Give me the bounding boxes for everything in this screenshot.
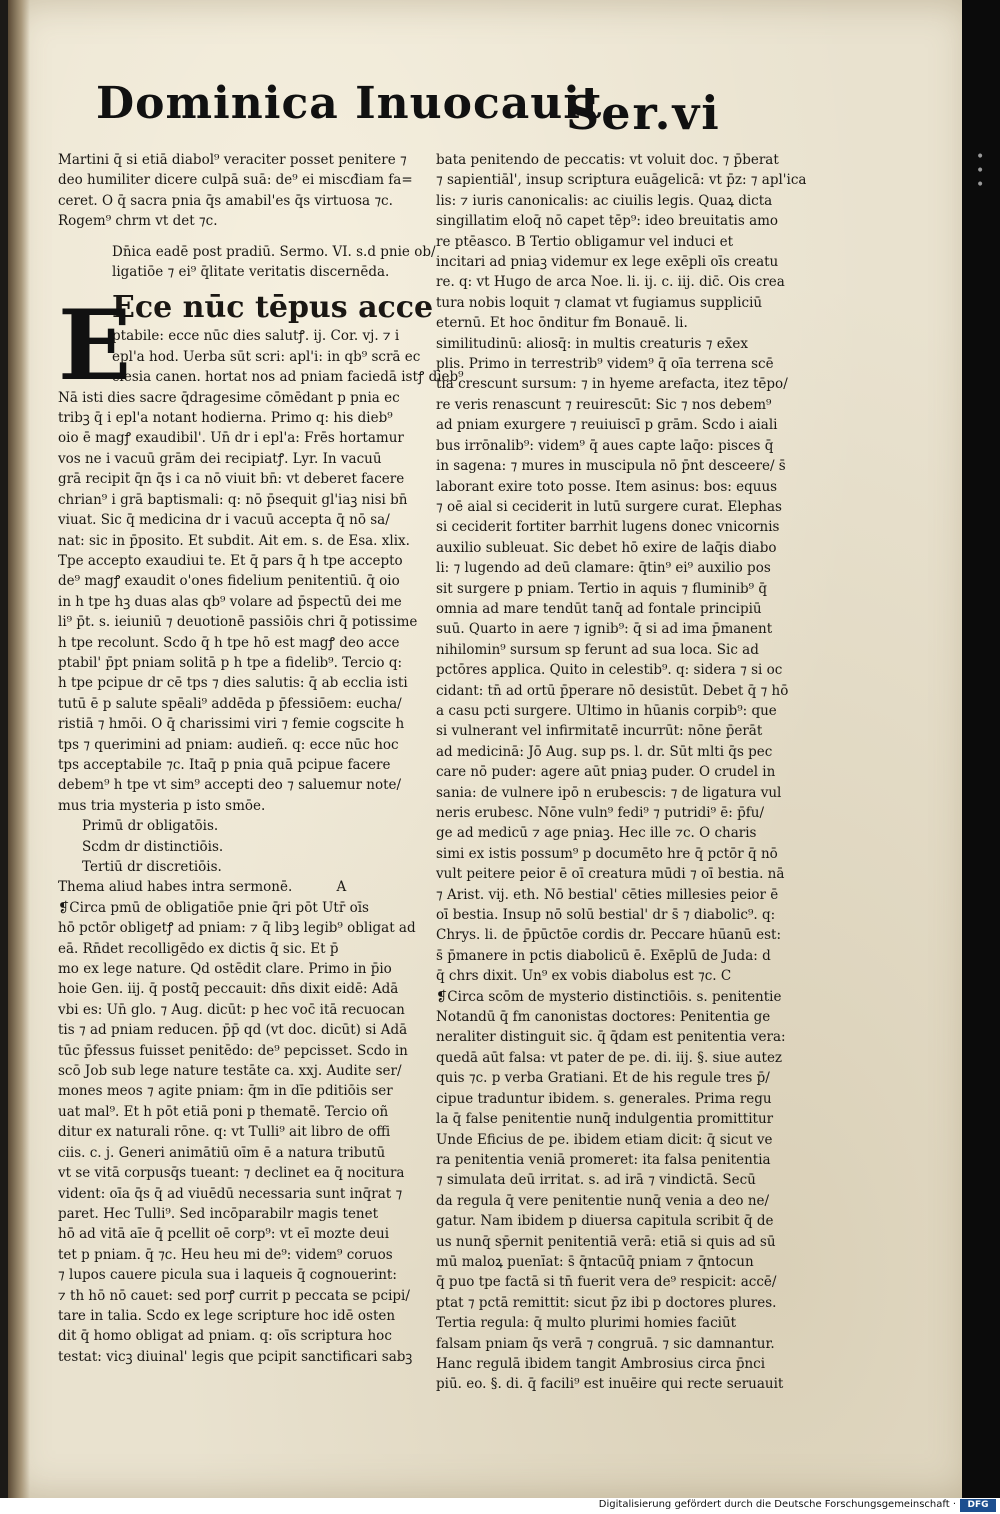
- binding-gutter: [8, 0, 30, 1498]
- text-line: mus tria mysteria p isto smōe.: [58, 797, 266, 814]
- text-line: ad pniam exurgere ⁊ reuiuiscī p grām. Scdo i aiali: [436, 417, 778, 434]
- text-line: gatur. Nam ibidem p diuersa capitula scribit q̄ de: [436, 1213, 774, 1230]
- text-line: singillatim eloq̄ nō capet tēp⁹: ideo breuitatis amo: [436, 213, 779, 230]
- text-line: piū. eo. §. di. q̄ facili⁹ est inuēire qui recte seruauit: [436, 1376, 784, 1393]
- text-line: lis: ⁊ iuris canonicalis: ac ciuilis legis. Quaꝝ dicta: [436, 192, 773, 209]
- text-line: ⁊ th hō nō cauet: sed porꝭ currit p peccata se pcipi/: [58, 1287, 410, 1304]
- text-line: viuat. Sic q̄ medicina dr i vacuū accepta q̄ nō sa/: [58, 512, 390, 529]
- text-line: vident: oīa q̄s q̄ ad viuēdū necessaria sunt inq̄rat ⁊: [58, 1185, 403, 1202]
- text-line: la q̄ false penitentie nunq̄ indulgentia promittitur: [436, 1111, 774, 1128]
- thema-text: Thema aliud habes intra sermonē.: [58, 879, 293, 896]
- text-line: q̄ chrs dixit. Un⁹ ex vobis diabolus est ⁊c. C: [436, 968, 732, 985]
- text-line: tps ⁊ querimini ad pniam: audieñ. q: ecce nūc hoc: [58, 736, 399, 753]
- text-line: Tertia regula: q̄ multo plurimi homies faciūt: [436, 1315, 737, 1332]
- text-line: re. q: vt Hugo de arca Noe. li. ij. c. iij. dic̄. Ois crea: [436, 274, 785, 291]
- text-line: re ptēasco. B Tertio obligamur vel induci et: [436, 233, 734, 250]
- dfg-logo: DFG: [960, 1499, 996, 1512]
- text-line: ⁊ simulata deū irritat. s. ad irā ⁊ vindictā. Secū: [436, 1172, 756, 1189]
- text-line: suū. Quarto in aere ⁊ ignib⁹: q̄ si ad ima p̄manent: [436, 621, 773, 638]
- text-line: ⁊ Arist. vij. eth. Nō bestial' cēties millesies peior ē: [436, 886, 779, 903]
- text-line: mones meos ⁊ agite pniam: q̄m in dīe pditiōis ser: [58, 1083, 393, 1100]
- text-line: bata penitendo de peccatis: vt voluit doc. ⁊ p̄berat: [436, 152, 779, 168]
- division-line: Primū dr obligatōis.: [82, 818, 219, 835]
- text-line: paret. Hec Tulli⁹. Sed incōparabilr magis tenet: [58, 1205, 379, 1222]
- text-line: de⁹ magꝭ exaudit o'ones fidelium penitentiū. q̄ oio: [58, 573, 400, 590]
- text-line: cipue traduntur ibidem. s. generales. Prima regu: [436, 1090, 772, 1107]
- text-line: incitari ad pniaꝫ videmur ex lege exēpli oīs creatu: [436, 254, 779, 271]
- text-line: care nō puder: agere aūt pniaꝫ puder. O crudel in: [436, 764, 776, 781]
- text-line: quis ⁊c. p verba Gratiani. Et de his regule tres p̄/: [436, 1070, 770, 1087]
- text-line: ditur ex naturali rōne. q: vt Tulli⁹ ait libro de offi: [58, 1124, 391, 1141]
- text-line: oio ē magꝭ exaudibil'. Un̄ dr i epl'a: Frēs hortamur: [58, 430, 404, 447]
- text-line: oī bestia. Insup nō solū bestial' dr s̄ ⁊ diabolic⁹. q:: [436, 907, 776, 924]
- rubric-line: ligatiōe ⁊ ei⁹ q̄litate veritatis discernēda.: [112, 264, 390, 281]
- text-line: similitudinū: aliosq̄: in multis creaturis ⁊ ex̄ex: [436, 335, 748, 352]
- text-line: h tpe recolunt. Scdo q̄ h tpe hō est magꝭ deo acce: [58, 634, 400, 651]
- text-line: ceret. O q̄ sacra pnia q̄s amabil'es q̄s virtuosa ⁊c.: [58, 192, 393, 209]
- text-line: tutū ē p salute spēali⁹ addēda p p̄fessiōem: eucha/: [58, 695, 402, 712]
- text-line: q̄ puo tpe factā si tn̄ fuerit vera de⁹ respicit: accē/: [436, 1274, 777, 1291]
- text-line: nihilomin⁹ sursum sp ferunt ad sua loca. Sic ad: [436, 641, 759, 658]
- division-line: Scdm dr distinctiōis.: [82, 838, 224, 855]
- text-line: Notandū q̄ fm canonistas doctores: Penitentia ge: [436, 1009, 771, 1026]
- text-line: hō ad vitā aīe q̄ pcellit oē corp⁹: vt eī mozte deui: [58, 1226, 390, 1243]
- text-line: laborant exire toto posse. Item asinus: bos: equus: [436, 478, 778, 495]
- text-line: tis ⁊ ad pniam reducen. p̄p̄ qd (vt doc. dicūt) si Adā: [58, 1022, 408, 1039]
- text-line: si vulnerant vel infirmitatē incurrūt: nōne p̄erāt: [436, 723, 763, 740]
- left-body-text: [58, 388, 428, 817]
- text-line: tura nobis loquit ⁊ clamat vt fugiamus suppliciū: [436, 294, 763, 311]
- text-line: da regula q̄ vere penitentie nunq̄ venia a deo ne/: [436, 1192, 770, 1209]
- text-line: omnia ad mare tendūt tanq̄ ad fontale principiū: [436, 600, 762, 617]
- text-line: bus irrōnalib⁹: videm⁹ q̄ aues capte laq̄o: pisces q̄: [436, 437, 774, 454]
- scan-edge: [962, 0, 1000, 1498]
- text-line: hoie Gen. iij. q̄ postq̄ peccauit: dn̄s dixit eidē: Adā: [58, 981, 399, 998]
- thema-mark: A: [336, 879, 347, 896]
- decorated-initial: E: [58, 289, 132, 403]
- text-line: Nā isti dies sacre q̄dragesime cōmēdant p pnia ec: [58, 389, 400, 406]
- text-line: h tpe pcipue dr cē tps ⁊ dies salutis: q̄ ab ecclia isti: [58, 675, 408, 692]
- text-line: ge ad medicū ⁊ age pniaꝫ. Hec ille ⁊c. O charis: [436, 825, 757, 842]
- text-line: tet p pniam. q̄ ⁊c. Heu heu mi de⁹: videm⁹ coruos: [58, 1246, 393, 1263]
- text-line: clesia canen. hortat nos ad pniam faciedā istꝭ dieb⁹: [112, 369, 464, 386]
- right-column: [436, 150, 808, 1395]
- text-line: grā recipit q̄n q̄s i ca nō viuit bn̄: vt deberet facere: [58, 471, 405, 488]
- text-line: li⁹ p̄t. s. ieiuniū ⁊ deuotionē passiōis chri q̄ potissime: [58, 614, 418, 631]
- division-line: Tertiū dr discretiōis.: [82, 859, 222, 875]
- text-line: vt se vitā corpusq̄s tueant: ⁊ declinet ea q̄ nocitura: [58, 1165, 405, 1182]
- funding-credit: Digitalisierung gefördert durch die Deutsche Forschungsgemeinschaft ·: [598, 1499, 956, 1510]
- text-line: Martini q̄ si etiā diabol⁹ veraciter posset penitere ⁊: [58, 152, 407, 168]
- text-line: auxilio subleuat. Sic debet hō exire de laq̄is diabo: [436, 539, 777, 556]
- margin-marks: • • •: [976, 149, 989, 193]
- left-closing-text: [58, 898, 428, 1367]
- text-line: sit surgere p pniam. Tertio in aquis ⁊ fluminib⁹ q̄: [436, 580, 768, 597]
- text-line: pctōres applica. Quito in celestib⁹. q: sidera ⁊ si oc: [436, 662, 783, 679]
- left-column: [58, 150, 464, 1367]
- text-line: ❡Circa scōm de mysterio distinctiōis. s. penitentie: [436, 988, 782, 1005]
- text-line: ristiā ⁊ hmōi. O q̄ charissimi viri ⁊ femie cogscite h: [58, 716, 405, 733]
- text-line: Unde Eficius de pe. ibidem etiam dicit: q̄ sicut ve: [436, 1131, 773, 1148]
- incipit-line: Ece nūc tēpus acce: [112, 290, 434, 326]
- text-line: mū maloꝝ puenīat: s̄ q̄ntacūq̄ pniam ⁊ q̄ntocun: [436, 1253, 754, 1270]
- text-line: cidant: tn̄ ad ortū p̄perare nō desistūt. Debet q̄ ⁊ hō: [436, 682, 789, 699]
- text-line: ptat ⁊ pctā remittit: sicut p̄z ibi p doctores plures.: [436, 1294, 777, 1311]
- text-line: a casu pcti surgere. Ultimo in hūanis corpib⁹: que: [436, 702, 777, 719]
- text-line: vult peitere peior ē oī creatura mūdi ⁊ oī bestia. nā: [436, 866, 785, 883]
- text-line: mo ex lege nature. Qd ostēdit clare. Primo in p̄io: [58, 961, 392, 978]
- text-line: tare in talia. Scdo ex lege scripture hoc idē osten: [58, 1307, 396, 1324]
- text-line: ptabile: ecce nūc dies salutꝭ. ij. Cor. vj. ⁊ i: [112, 328, 400, 345]
- running-head-right: Ser.vi: [566, 86, 721, 140]
- text-line: tribꝫ q̄ i epl'a notant hodierna. Primo q: his dieb⁹: [58, 410, 393, 427]
- text-line: nat: sic in p̄posito. Et subdit. Ait em. s. de Esa. xlix.: [58, 532, 410, 549]
- text-line: eternū. Et hoc ōnditur fm Bonauē. li.: [436, 315, 688, 332]
- text-line: ciis. c. j. Generi animātiū oīm ē a natura tributū: [58, 1144, 386, 1161]
- text-line: ra penitentia veniā promeret: ita falsa penitentia: [436, 1151, 771, 1168]
- book-page: [8, 0, 972, 1498]
- text-line: hō pctōr obligetꝭ ad pniam: ⁊ q̄ libꝫ legib⁹ obligat ad: [58, 920, 416, 937]
- text-line: simi ex istis possum⁹ p documēto hre q̄ pctōr q̄ nō: [436, 845, 778, 862]
- text-line: us nunq̄ sp̄ernit penitentiā verā: etiā si quis ad sū: [436, 1233, 776, 1250]
- text-line: vbi es: Un̄ glo. ⁊ Aug. dicūt: p hec voc̄ itā recuocan: [58, 1001, 405, 1018]
- text-line: dit q̄ homo obligat ad pniam. q: oīs scriptura hoc: [58, 1328, 392, 1345]
- text-line: sania: de vulnere ipō n erubescis: ⁊ de ligatura vul: [436, 784, 782, 801]
- right-body-text: [436, 150, 808, 1395]
- text-line: vos ne i vacuū grām dei recipiatꝭ. Lyr. In vacuū: [58, 450, 382, 467]
- text-line: debem⁹ h tpe vt sim⁹ accepti deo ⁊ saluemur note/: [58, 777, 402, 794]
- text-line: ⁊ sapientiāl', insup scriptura euāgelicā: vt p̄z: ⁊ apl'ica: [436, 172, 807, 189]
- text-line: deo humiliter dicere culpā suā: de⁹ ei miscđiam fa=: [58, 172, 413, 189]
- text-line: ⁊ lupos cauere picula sua i laqueis q̄ cognouerint:: [58, 1267, 397, 1284]
- sermon-rubric: [58, 242, 436, 283]
- text-line: ⁊ oē aial si ceciderit in lutū surgere curat. Elephas: [436, 498, 782, 515]
- text-line: re veris renascunt ⁊ reuirescūt: Sic ⁊ nos debem⁹: [436, 396, 772, 413]
- text-line: ptabil' p̄pt pniam solitā p h tpe a fidelib⁹. Tercio q:: [58, 654, 403, 671]
- running-head-left: Dominica Inuocauit: [96, 78, 603, 129]
- text-line: epl'a hod. Uerba sūt scri: apl'i: in qb⁹ scrā ec: [112, 348, 421, 365]
- text-line: uat mal⁹. Et h pōt etiā poni p thematē. Tercio oñ: [58, 1103, 389, 1120]
- text-line: tps acceptabile ⁊c. Itaq̄ p pnia quā pcipue facere: [58, 756, 391, 773]
- text-line: tia crescunt sursum: ⁊ in hyeme arefacta, itez tēpo/: [436, 376, 788, 393]
- text-line: neris erubesc. Nōne vuln⁹ fedi⁹ ⁊ putridi⁹ ē: p̄fu/: [436, 805, 765, 821]
- text-line: eā. Rn̄det recolligēdo ex dictis q̄ sic. Et p̄: [58, 940, 339, 957]
- text-line: li: ⁊ lugendo ad deū clamare: q̄tin⁹ ei⁹ auxilio pos: [436, 560, 771, 577]
- text-line: plis. Primo in terrestrib⁹ videm⁹ q̄ oīa terrena scē: [436, 356, 774, 373]
- text-line: Rogem⁹ chrm vt det ⁊c.: [58, 213, 218, 230]
- text-line: ❡Circa pmū de obligatiōe pnie q̄ri pōt Utr̄ oīs: [58, 899, 369, 916]
- text-line: chrian⁹ i grā baptismali: q: nō p̄sequit gl'iaꝫ nisi bn̄: [58, 491, 408, 508]
- sermon-divisions: [58, 816, 428, 877]
- text-line: Tpe accepto exaudiui te. Et q̄ pars q̄ h tpe accepto: [58, 552, 403, 569]
- footer-bar: [0, 1498, 1000, 1514]
- text-line: quedā aūt falsa: vt pater de pe. di. iij. §. siue autez: [436, 1049, 783, 1066]
- text-line: scō Job sub lege nature testāte ca. xxj. Audite ser/: [58, 1063, 402, 1080]
- text-line: falsam pniam q̄s verā ⁊ congruā. ⁊ sic damnantur.: [436, 1335, 775, 1352]
- text-line: testat: vicꝫ diuinal' legis que pcipit sanctificari sabꝫ: [58, 1348, 413, 1365]
- text-line: s̄ p̄manere in pctis diabolicū ē. Exēplū de Juda: d: [436, 947, 771, 964]
- thema-line: [58, 877, 428, 897]
- text-line: neraliter distinguit sic. q̄ q̄dam est penitentia vera:: [436, 1029, 786, 1046]
- rubric-line: Dn̄ica eadē post pradiū. Sermo. VI. s.d pnie ob/: [112, 243, 436, 260]
- text-line: Hanc regulā ibidem tangit Ambrosius circa p̄nci: [436, 1355, 766, 1372]
- text-line: tūc p̄fessus fuisset penitēdo: de⁹ pepcisset. Scdo in: [58, 1042, 408, 1059]
- intro-paragraph: [58, 150, 428, 232]
- text-line: in sagena: ⁊ mures in muscipula nō p̄nt desceere/ s̄: [436, 458, 786, 475]
- text-line: in h tpe hꝫ duas alas qb⁹ volare ad p̄spectū dei me: [58, 593, 402, 610]
- text-line: si ceciderit fortiter barrhit lugens donec vnicornis: [436, 519, 780, 536]
- text-line: ad medicinā: Jō Aug. sup ps. l. dr. Sūt mlti q̄s pec: [436, 743, 773, 760]
- text-line: Chrys. li. de p̄pūctōe cordis dr. Peccare hūanū est:: [436, 927, 782, 944]
